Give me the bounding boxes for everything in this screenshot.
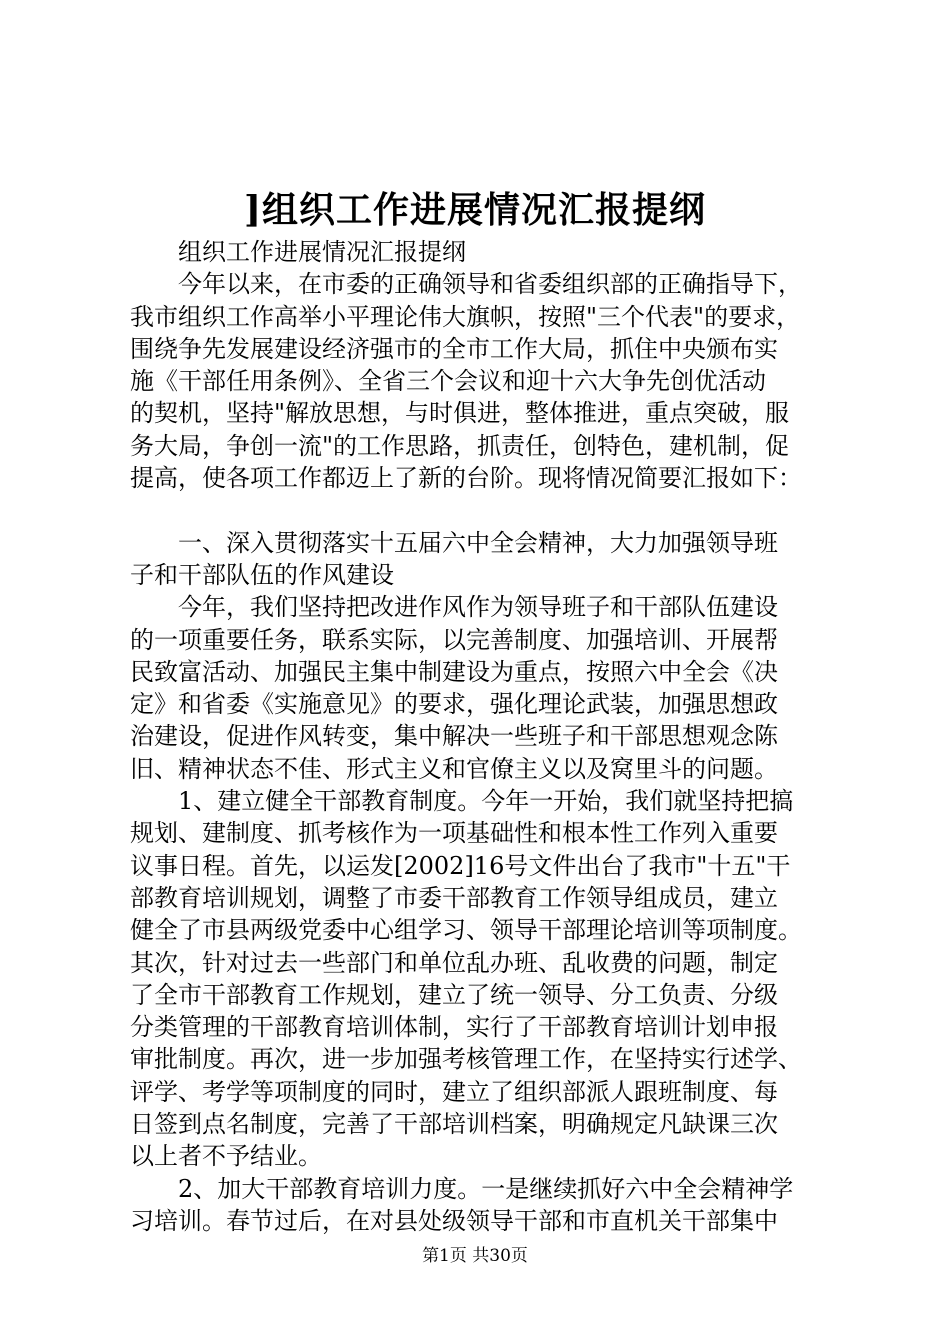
paragraph-line: 审批制度。再次，进一步加强考核管理工作，在坚持实行述学、 xyxy=(130,1045,802,1074)
paragraph-line: 评学、考学等项制度的同时，建立了组织部派人跟班制度、每 xyxy=(130,1077,778,1106)
paragraph-line: 今年以来，在市委的正确领导和省委组织部的正确指导下， xyxy=(178,270,802,299)
paragraph-line: 2、加大干部教育培训力度。一是继续抓好六中全会精神学 xyxy=(178,1174,794,1203)
paragraph-line: 的一项重要任务，联系实际，以完善制度、加强培训、开展帮 xyxy=(130,625,778,654)
paragraph-line: 分类管理的干部教育培训体制，实行了干部教育培训计划申报 xyxy=(130,1013,778,1042)
section-heading-line: 子和干部队伍的作风建设 xyxy=(130,560,394,589)
subtitle-line: 组织工作进展情况汇报提纲 xyxy=(178,238,466,266)
paragraph-line: 了全市干部教育工作规划，建立了统一领导、分工负责、分级 xyxy=(130,980,778,1009)
paragraph-line: 日签到点名制度，完善了干部培训档案，明确规定凡缺课三次 xyxy=(130,1110,778,1139)
paragraph-line: 健全了市县两级党委中心组学习、领导干部理论培训等项制度。 xyxy=(130,916,802,945)
paragraph-line: 民致富活动、加强民主集中制建设为重点，按照六中全会《决 xyxy=(130,657,778,686)
paragraph-line: 以上者不予结业。 xyxy=(130,1142,322,1171)
paragraph-line: 治建设，促进作风转变，集中解决一些班子和干部思想观念陈 xyxy=(130,722,778,751)
paragraph-line: 议事日程。首先，以运发[2002]16号文件出台了我市"十五"干 xyxy=(130,851,791,880)
paragraph-line: 施《干部任用条例》、全省三个会议和迎十六大争先创优活动 xyxy=(130,367,766,396)
paragraph-line: 规划、建制度、抓考核作为一项基础性和根本性工作列入重要 xyxy=(130,819,778,848)
paragraph-line: 务大局，争创一流"的工作思路，抓责任，创特色，建机制，促 xyxy=(130,431,790,460)
document-body xyxy=(130,236,830,1237)
paragraph-line: 定》和省委《实施意见》的要求，强化理论武装，加强思想政 xyxy=(130,690,778,719)
blank-line xyxy=(130,494,830,526)
paragraph-line: 今年，我们坚持把改进作风作为领导班子和干部队伍建设 xyxy=(178,593,778,622)
page-number-footer: 第1页 共30页 xyxy=(422,1246,528,1266)
section-heading-line: 一、深入贯彻落实十五届六中全会精神，大力加强领导班 xyxy=(178,528,778,557)
paragraph-line: 习培训。春节过后，在对县处级领导干部和市直机关干部集中 xyxy=(130,1206,778,1235)
paragraph-line: 提高，使各项工作都迈上了新的台阶。现将情况简要汇报如下： xyxy=(130,464,802,493)
paragraph-line: 的契机，坚持"解放思想，与时俱进，整体推进，重点突破，服 xyxy=(130,399,790,428)
paragraph-line: 围绕争先发展建设经济强市的全市工作大局，抓住中央颁布实 xyxy=(130,334,778,363)
paragraph-line: 我市组织工作高举小平理论伟大旗帜，按照"三个代表"的要求， xyxy=(130,302,801,331)
paragraph-line: 1、建立健全干部教育制度。今年一开始，我们就坚持把搞 xyxy=(178,787,794,816)
document-title: ]组织工作进展情况汇报提纲 xyxy=(243,189,707,231)
paragraph-line: 部教育培训规划，调整了市委干部教育工作领导组成员，建立 xyxy=(130,883,778,912)
paragraph-line: 旧、精神状态不佳、形式主义和官僚主义以及窝里斗的问题。 xyxy=(130,754,778,783)
paragraph-line: 其次，针对过去一些部门和单位乱办班、乱收费的问题，制定 xyxy=(130,948,778,977)
